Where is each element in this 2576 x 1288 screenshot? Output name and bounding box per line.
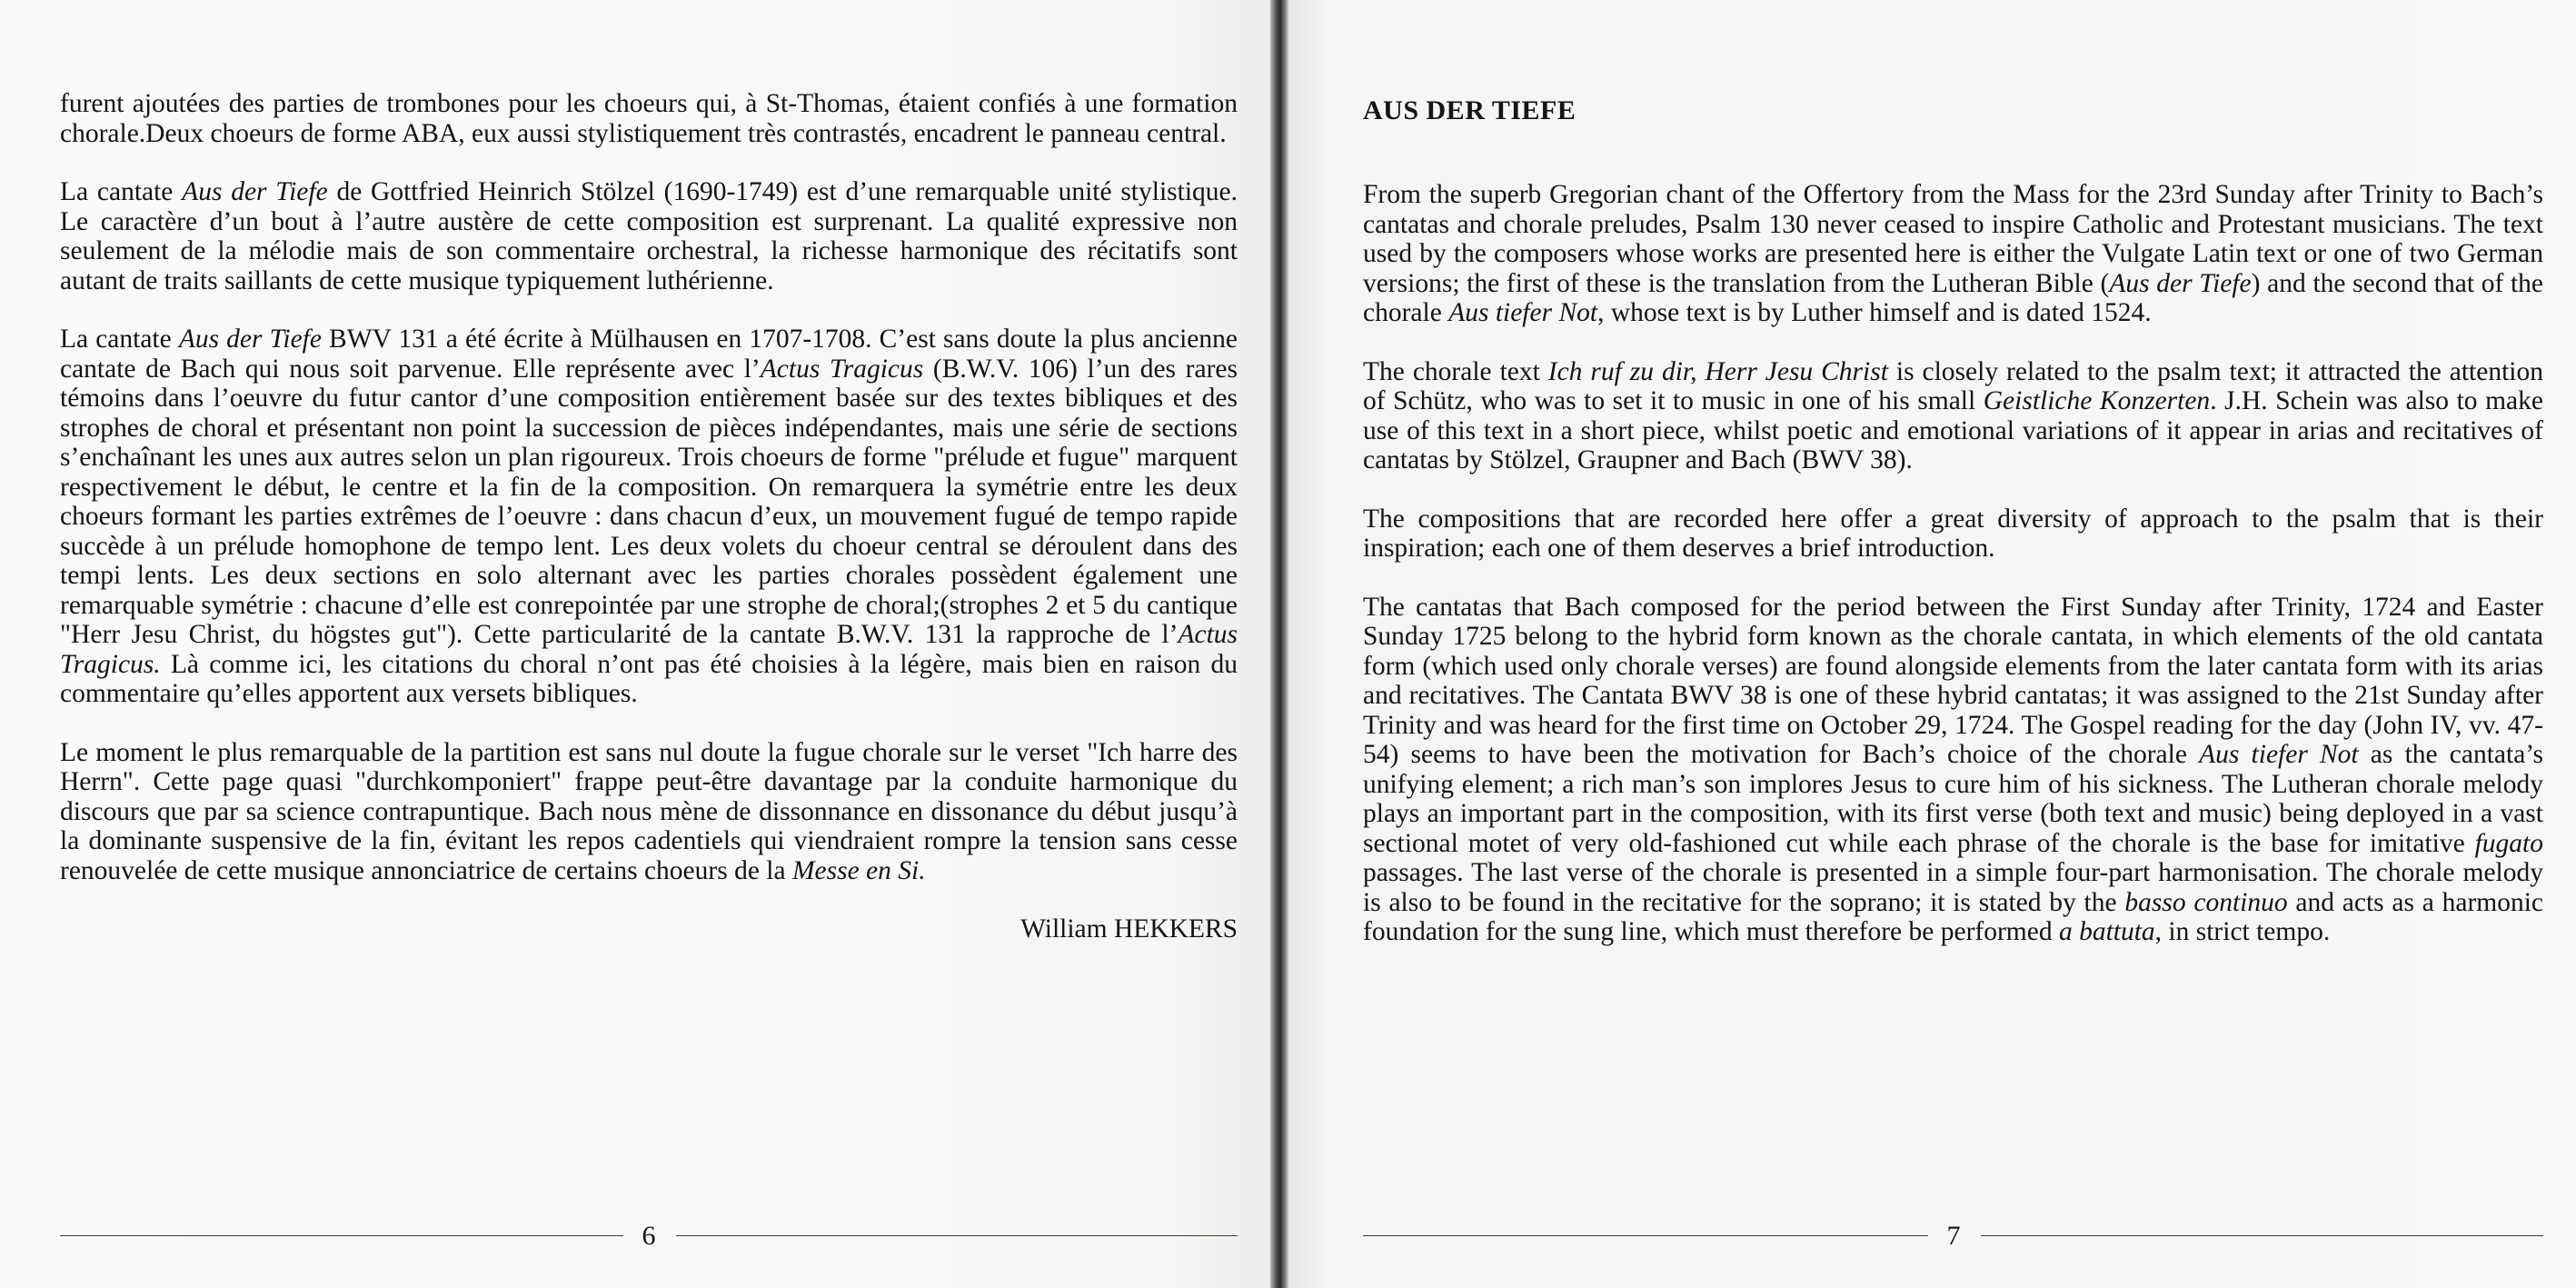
italic-run: basso continuo	[2124, 887, 2288, 917]
right-page	[1288, 0, 2576, 1288]
right-paragraph: The chorale text Ich ruf zu dir, Herr Jesu Christ is closely related to the psalm text; it attracted the attention of Schütz, who was to set it to music in one of his small Geistliche Konzerten. J.H. Schein was also to make use of this text in a short piece, whilst poetic and emotional variations of it appear in arias and recitatives of cantatas by Stölzel, Graupner and Bach (BWV 38).	[1363, 356, 2543, 474]
left-paragraph: Le moment le plus remarquable de la partition est sans nul doute la fugue chorale sur le verset "Ich harre des Herrn". Cette page quasi "durchkomponiert" frappe peut-être davantage par la conduite harmonique du discours que par sa science contrapuntique. Bach nous mène de dissonnance en dissonance du début jusqu’à la dominante suspensive de la fin, évitant les repos cadentiels qui viendraient rompre la tension sans cesse renouvelée de cette musique annonciatrice de certains choeurs de la Messe en Si.	[60, 737, 1238, 885]
footer-rule	[676, 1235, 1238, 1236]
italic-run: Actus Tragicus.	[60, 620, 1238, 679]
italic-run: Aus tiefer Not	[2199, 740, 2359, 769]
page-number: 6	[642, 1221, 656, 1251]
footer-rule	[60, 1235, 623, 1236]
italic-run: Geistliche Konzerten	[1983, 386, 2211, 415]
left-paragraph: La cantate Aus der Tiefe de Gottfried Heinrich Stölzel (1690-1749) est d’une remarquable unité stylistique. Le caractère d’un bout à l’autre austère de cette composition est surprenant. La qualité expressive non seulement de la mélodie mais de son commentaire orchestral, la richesse harmonique des récitatifs sont autant de traits saillants de cette musique typiquement luthérienne.	[60, 177, 1238, 295]
italic-run: Aus der Tiefe	[178, 324, 322, 354]
footer-rule	[1981, 1235, 2543, 1236]
italic-run: Aus der Tiefe	[2109, 268, 2252, 298]
italic-run: Messe en Si.	[791, 855, 926, 885]
right-page-footer	[1363, 1218, 2543, 1254]
left-page-footer	[60, 1218, 1238, 1254]
book-gutter	[1270, 0, 1288, 1288]
author-signature: William HEKKERS	[1020, 914, 1238, 944]
italic-run: Aus tiefer Not	[1448, 298, 1598, 327]
italic-run: Actus Tragicus	[760, 354, 924, 384]
left-paragraph: furent ajoutées des parties de trombones pour les choeurs qui, à St-Thomas, étaient confiés à une formation chorale.Deux choeurs de forme ABA, eux aussi stylistiquement très contrastés, encadrent le panneau central.	[60, 89, 1238, 148]
left-text-column	[60, 89, 1238, 944]
italic-run: a battuta	[2058, 917, 2155, 946]
page-number: 7	[1946, 1221, 1961, 1251]
italic-run: Aus der Tiefe	[182, 177, 328, 206]
section-heading: AUS DER TIEFE	[1363, 95, 1576, 125]
left-page	[0, 0, 1270, 1288]
right-paragraph: The cantatas that Bach composed for the period between the First Sunday after Trinity, 1724 and Easter Sunday 1725 belong to the hybrid form known as the chorale cantata, in which elements of the old cantata form (which used only chorale verses) are found alongside elements from the later cantata form with its arias and recitatives. The Cantata BWV 38 is one of these hybrid cantatas; it was assigned to the 21st Sunday after Trinity and was heard for the first time on October 29, 1724. The Gospel reading for the day (John IV, vv. 47-54) seems to have been the motivation for Bach’s choice of the chorale Aus tiefer Not as the cantata’s unifying element; a rich man’s son implores Jesus to cure him of his sickness. The Lutheran chorale melody plays an important part in the composition, with its first verse (both text and music) being deployed in a vast sectional motet of very old-fashioned cut while each phrase of the chorale is the base for imitative fugato passages. The last verse of the chorale is presented in a simple four-part harmonisation. The chorale melody is also to be found in the recitative for the soprano; it is stated by the basso continuo and acts as a harmonic foundation for the sung line, which must therefore be performed a battuta, in strict tempo.	[1363, 592, 2544, 946]
right-paragraph: From the superb Gregorian chant of the Offertory from the Mass for the 23rd Sunday after Trinity to Bach’s cantatas and chorale preludes, Psalm 130 never ceased to inspire Catholic and Protestant musicians. The text used by the composers whose works are presented here is either the Vulgate Latin text or one of two German versions; the first of these is the translation from the Lutheran Bible (Aus der Tiefe) and the second that of the chorale Aus tiefer Not, whose text is by Luther himself and is dated 1524.	[1363, 180, 2543, 327]
left-paragraph: La cantate Aus der Tiefe BWV 131 a été écrite à Mülhausen en 1707-1708. C’est sans doute la plus ancienne cantate de Bach qui nous soit parvenue. Elle représente avec l’Actus Tragicus (B.W.V. 106) l’un des rares témoins dans l’oeuvre du futur cantor d’une composition entièrement basée sur des textes bibliques et des strophes de choral et présentant non point la succession de pièces indépendantes, mais une série de sections s’enchaînant les unes aux autres selon un plan rigoureux. Trois choeurs de forme "prélude et fugue" marquent respectivement le début, le centre et la fin de la composition. On remarquera la symétrie entre les deux choeurs formant les parties extrêmes de l’oeuvre : dans chacun d’eux, un mouvement fugué de tempo rapide succède à un prélude homophone de tempo lent. Les deux volets du choeur central se déroulent dans des tempi lents. Les deux sections en solo alternant avec les parties chorales possèdent également une remarquable symétrie : chacune d’elle est conrepointée par une strophe de choral;(strophes 2 et 5 du cantique "Herr Jesu Christ, du högstes gut"). Cette particularité de la cantate B.W.V. 131 la rapproche de l’Actus Tragicus. Là comme ici, les citations du choral n’ont pas été choisies à la légère, mais bien en raison du commentaire qu’elles apportent aux versets bibliques.	[60, 324, 1238, 708]
footer-rule	[1363, 1235, 1928, 1236]
italic-run: fugato	[2474, 828, 2543, 858]
italic-run: Ich ruf zu dir, Herr Jesu Christ	[1547, 356, 1888, 386]
right-text-column	[1363, 89, 2543, 976]
right-paragraph: The compositions that are recorded here offer a great diversity of approach to the psalm that is their inspiration; each one of them deserves a brief introduction.	[1363, 504, 2543, 563]
